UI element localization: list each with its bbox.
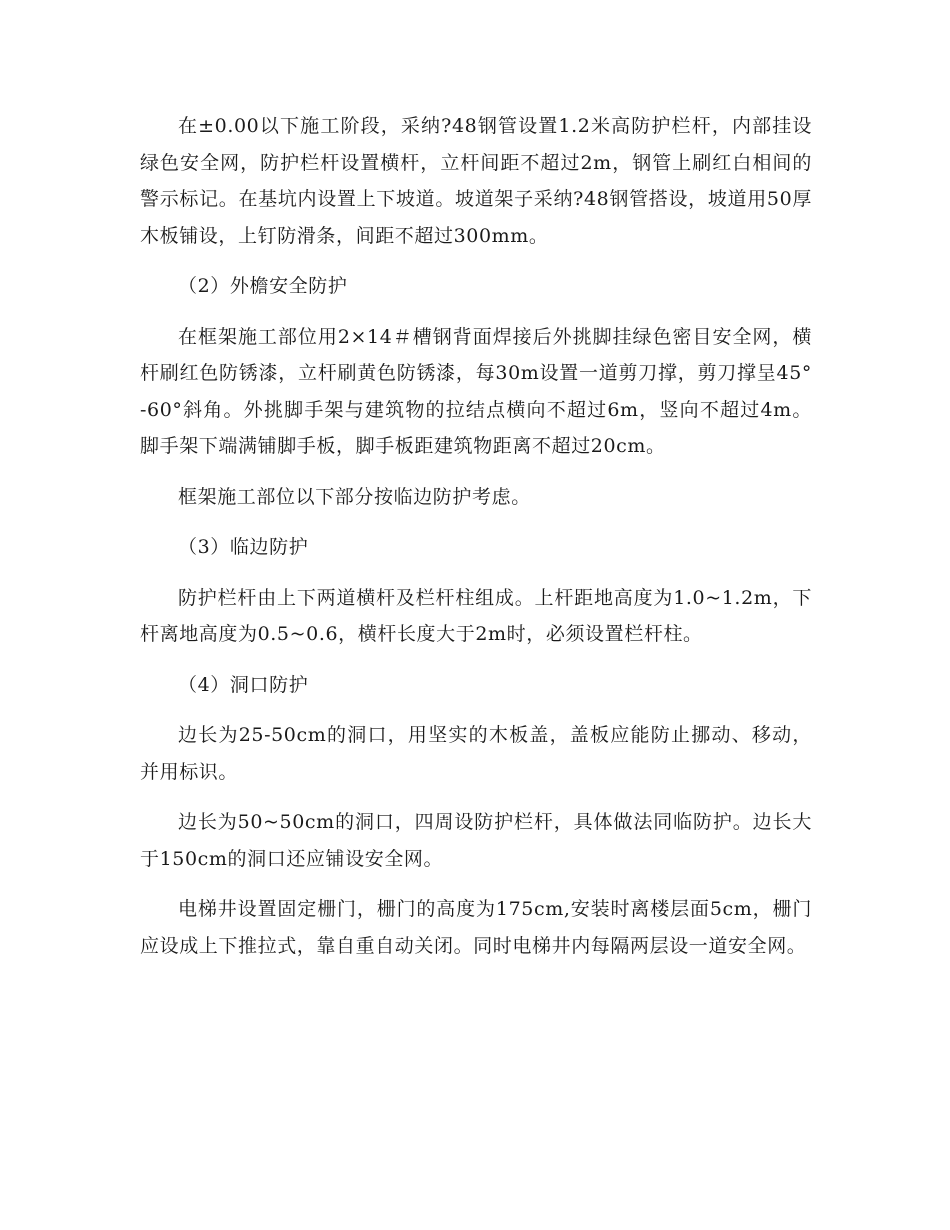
paragraph-guardrail: 防护栏杆由上下两道横杆及栏杆柱组成。上杆距地高度为1.0~1.2m，下杆离地高度为0.5~0.6，横杆长度大于2m时，必须设置栏杆柱。 [140, 586, 812, 645]
document-body [140, 108, 812, 978]
paragraph-below-grade-protection: 在±0.00以下施工阶段，采纳?48钢管设置1.2米高防护栏杆，内部挂设绿色安全网，防护栏杆设置横杆，立杆间距不超过2m，钢管上刷红白相间的警示标记。在基坑内设置上下坡道。坡道架子采纳?48钢管搭设，坡道用50厚木板铺设，上钉防滑条，间距不超过300mm。 [140, 115, 812, 247]
section-heading-edge-protection: （3）临边防护 [178, 536, 309, 558]
section-heading-opening-protection: （4）洞口防护 [178, 673, 309, 696]
paragraph-small-opening: 边长为25-50cm的洞口，用坚实的木板盖，盖板应能防止挪动、移动，并用标识。 [140, 724, 812, 783]
paragraph-medium-opening: 边长为50~50cm的洞口，四周设防护栏杆，具体做法同临防护。边长大于150cm的洞口还应铺设安全网。 [140, 811, 812, 870]
paragraph-below-frame: 框架施工部位以下部分按临边防护考虑。 [178, 485, 531, 508]
paragraph-frame-scaffold: 在框架施工部位用2×14＃槽钢背面焊接后外挑脚挂绿色密目安全网，横杆刷红色防锈漆，立杆刷黄色防锈漆，每30m设置一道剪刀撑，剪刀撑呈45°-60°斜角。外挑脚手架与建筑物的拉结点横向不超过6m，竖向不超过4m。脚手架下端满铺脚手板，脚手板距建筑物距离不超过20cm。 [140, 325, 812, 457]
paragraph-elevator-shaft: 电梯井设置固定栅门，栅门的高度为175cm,安装时离楼层面5cm，栅门应设成上下推拉式，靠自重自动关闭。同时电梯井内每隔两层设一道安全网。 [140, 898, 812, 957]
section-heading-eaves-protection: （2）外檐安全防护 [178, 275, 348, 297]
